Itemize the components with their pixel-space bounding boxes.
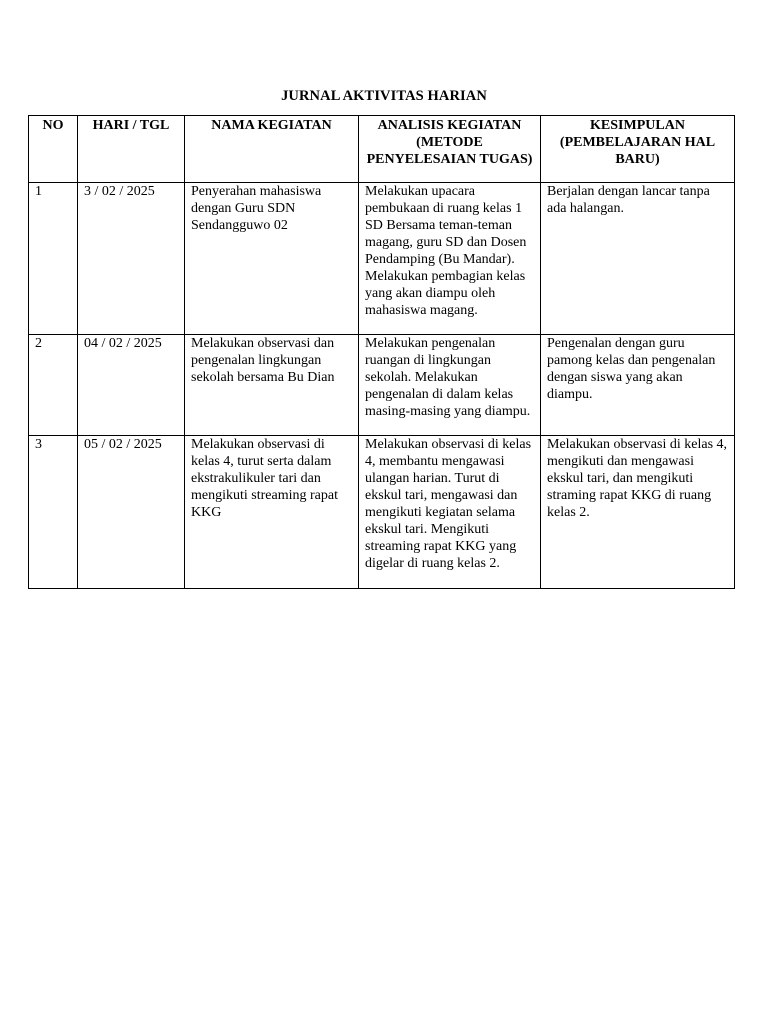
activity-journal-table	[28, 115, 735, 589]
cell-conclusion: Pengenalan dengan guru pamong kelas dan pengenalan dengan siswa yang akan diampu.	[541, 335, 735, 436]
cell-no: 2	[29, 335, 78, 436]
header-date: HARI / TGL	[78, 116, 185, 183]
cell-activity-analysis: Melakukan observasi di kelas 4, membantu mengawasi ulangan harian. Turut di ekskul tari, mengawasi dan mengikuti kegiatan selama ekskul tari. Mengikuti streaming rapat KKG yang digelar di ruang kelas 2.	[359, 436, 541, 589]
header-conclusion: KESIMPULAN (PEMBELAJARAN HAL BARU)	[541, 116, 735, 183]
cell-no: 1	[29, 183, 78, 335]
header-no: NO	[29, 116, 78, 183]
cell-date: 05 / 02 / 2025	[78, 436, 185, 589]
page-title: JURNAL AKTIVITAS HARIAN	[281, 88, 487, 104]
table-row	[29, 335, 735, 436]
cell-activity-name: Melakukan observasi dan pengenalan lingkungan sekolah bersama Bu Dian	[185, 335, 359, 436]
cell-date: 04 / 02 / 2025	[78, 335, 185, 436]
table-row	[29, 183, 735, 335]
table-header-row	[29, 116, 735, 183]
cell-activity-name: Penyerahan mahasiswa dengan Guru SDN Sendangguwo 02	[185, 183, 359, 335]
table-row	[29, 436, 735, 589]
header-activity-analysis: ANALISIS KEGIATAN (METODE PENYELESAIAN TUGAS)	[359, 116, 541, 183]
cell-date: 3 / 02 / 2025	[78, 183, 185, 335]
header-activity-name: NAMA KEGIATAN	[185, 116, 359, 183]
cell-conclusion: Melakukan observasi di kelas 4, mengikuti dan mengawasi ekskul tari, dan mengikuti straming rapat KKG di ruang kelas 2.	[541, 436, 735, 589]
cell-no: 3	[29, 436, 78, 589]
cell-activity-analysis: Melakukan pengenalan ruangan di lingkungan sekolah. Melakukan pengenalan di dalam kelas masing-masing yang diampu.	[359, 335, 541, 436]
cell-activity-name: Melakukan observasi di kelas 4, turut serta dalam ekstrakulikuler tari dan mengikuti streaming rapat KKG	[185, 436, 359, 589]
cell-activity-analysis: Melakukan upacara pembukaan di ruang kelas 1 SD Bersama teman-teman magang, guru SD dan Dosen Pendamping (Bu Mandar). Melakukan pembagian kelas yang akan diampu oleh mahasiswa magang.	[359, 183, 541, 335]
cell-conclusion: Berjalan dengan lancar tanpa ada halangan.	[541, 183, 735, 335]
